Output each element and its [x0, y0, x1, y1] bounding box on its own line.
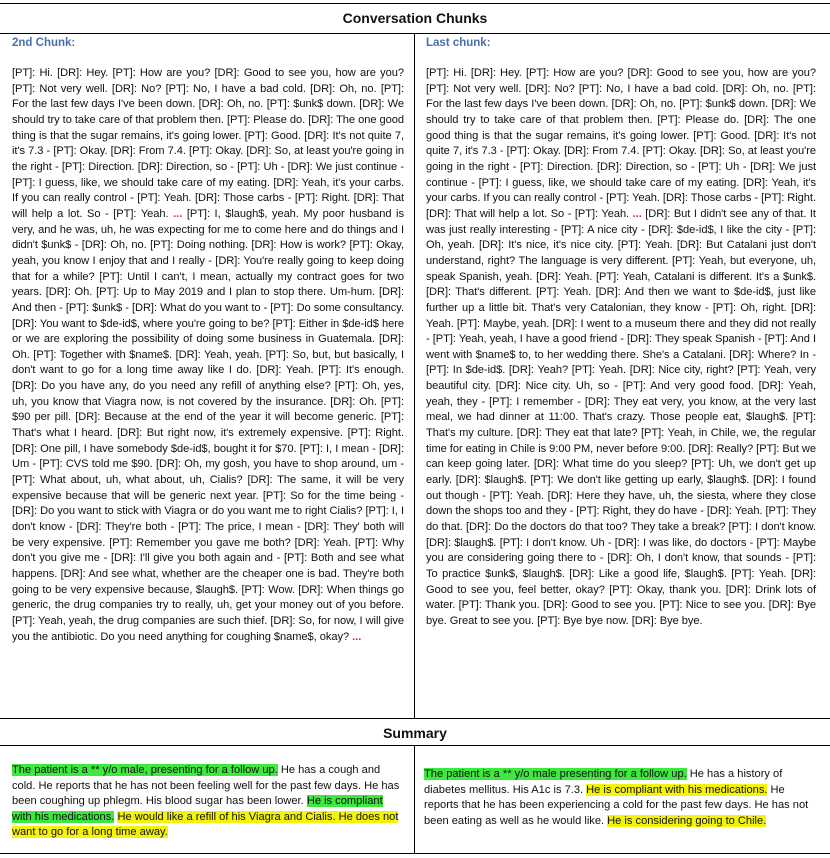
left-summary-highlight-green-2: He is compliant with his medications.	[12, 795, 383, 823]
right-ellipsis-1: ...	[632, 207, 642, 220]
conversation-title: Conversation Chunks	[342, 10, 488, 26]
left-summary-plain-1: He has a cough and cold. He reports that he has not been feeling well for the past few days. He has been coughing up phlegm. His blood sugar has been lower.	[12, 764, 400, 807]
left-ellipsis-2: ...	[352, 630, 362, 643]
left-chunk-heading: 2nd Chunk:	[12, 37, 76, 49]
right-chunk-heading: Last chunk:	[426, 37, 491, 49]
right-summary	[424, 767, 816, 829]
right-summary-highlight-yellow-2: He is considering going to Chile.	[607, 814, 767, 827]
column-divider-bottom	[414, 745, 415, 853]
left-chunk-part-2: [PT]: I, $laugh$, yeah. My poor husband is very, and he was, uh, he was expecting for me to come here and do things and I didn't $unk$ - [DR]: Oh, no. [PT]: Doing nothing. [DR]: How is work? [PT]: Okay, yeah, you know I enjoy that and I really - [DR]: You're really going to keep doing that for a while? [PT]: Until I can't, I mean, actually my contract goes for two years. [DR]: Oh. [PT]: Up to May 2019 and I plan to stop there. Um-hum. [DR]: And then - [PT]: $unk$ - [DR]: What do you want to - [PT]: Do some consultancy. [DR]: You want to $de-id$, where you're going to be? [PT]: Either in $de-id$ here or we are exploring the possibility of doing some business in Guatemala. [DR]: Oh. [PT]: Together with $name$. [DR]: Yeah, yeah. [PT]: So, but, but basically, I don't want to go for a long time away like I do. [DR]: Yeah. [PT]: It's enough. [DR]: Do you have any, do you need any refill of anything else? [PT]: Oh, yes, uh, you know that Viagra now, is not covered by the insurance. [DR]: Oh. [PT]: $90 per pill. [DR]: Because at the end of the year it will become generic. [PT]: That's what I heard. [DR]: But right now, it's extremely expensive. [PT]: Right. [DR]: One pill, I have somebody $de-id$, bought it for $70. [PT]: I, I mean - [DR]: Um - [PT]: CVS told me $90. [DR]: Oh, my gosh, you have to shop around, um - [PT]: What about, uh, what about, uh, Cialis? [DR]: The same, it will be very expensive because that will be generic next year. [PT]: So for the time being - [DR]: Do you want to stick with Viagra or do you want me to right Cialis? [PT]: I, I don't know - [DR]: They're both - [PT]: The price, I mean - [DR]: They' both will be very expensive. [PT]: Remember you gave me both? [DR]: Yeah. [PT]: Why don't you give me - [DR]: I'll give you both again and - [PT]: Both and see what happens. [DR]: And see what, whether are the cheaper one is bad. They're both going to be very expensive because, $laugh$. [PT]: Wow. [DR]: When things go generic, the drug companies try to really, uh, get your money out of you before. [PT]: Yeah, yeah, the drug companies are such thief. [DR]: So, for now, I will give you the antibiotic. Do you need anything for coughing $name$, okay?	[12, 207, 404, 643]
right-chunk-text	[426, 66, 816, 630]
summary-header-rule	[0, 745, 830, 746]
summary-top-rule	[0, 718, 830, 719]
right-summary-highlight-yellow-1: He is compliant with his medications.	[586, 783, 768, 796]
left-summary-highlight-yellow: He would like a refill of his Viagra and Cialis. He does not want to go for a long time away.	[12, 810, 399, 838]
column-divider-top	[414, 33, 415, 718]
left-summary	[12, 763, 404, 841]
left-chunk-part-1: [PT]: Hi. [DR]: Hey. [PT]: How are you? [DR]: Good to see you, how are you? [PT]: Not very well. [DR]: No? [PT]: No, I have a bad cold. [DR]: Oh, no. [PT]: For the last few days I've been down. [DR]: Oh, no. [PT]: $unk$ down. [DR]: We should try to take care of that problem then. [PT]: Please do. [DR]: The one good thing is that the sugar remains, it's going lower. [PT]: Good. [DR]: It's not quite 7, it's 7.3 - [PT]: Okay. [DR]: From 7.4. [PT]: Okay. [DR]: So, at least you're going in the right - [PT]: Direction. [DR]: Direction, so - [PT]: Uh - [DR]: We just continue - [PT]: I guess, like, we should take care of my eating. [DR]: Yeah, it's your carbs. If you can really control - [PT]: Yeah. [DR]: Those carbs - [PT]: Right. [DR]: That will help a lot. So - [PT]: Yeah.	[12, 67, 404, 220]
summary-title: Summary	[383, 725, 447, 741]
right-summary-plain-1: He has a history of diabetes mellitus. His A1c is 7.3.	[424, 768, 783, 796]
right-summary-plain-2: He reports that he has been experiencing a cold for the past few days. He has not been eating as well as he would like.	[424, 783, 809, 827]
right-chunk-part-1: [PT]: Hi. [DR]: Hey. [PT]: How are you? [DR]: Good to see you, how are you? [PT]: Not very well. [DR]: No? [PT]: No, I have a bad cold. [DR]: Oh, no. [PT]: For the last few days I've been down. [DR]: Oh, no. [PT]: $unk$ down. [DR]: We should try to take care of that problem then. [PT]: Please do. [DR]: The one good thing is that the sugar remains, it's going lower. [PT]: Good. [DR]: It's not quite 7, it's 7.3 - [PT]: Okay. [DR]: From 7.4. [PT]: Okay. [DR]: So, at least you're going in the right - [PT]: Direction. [DR]: Direction, so - [PT]: Uh - [DR]: We just continue - [PT]: I guess, like, we should take care of my eating. [DR]: Yeah, it's your carbs. If you can really control - [PT]: Yeah. [DR]: Those carbs - [PT]: Right. [DR]: That will help a lot. So - [PT]: Yeah.	[426, 67, 816, 220]
right-summary-highlight-green-1: The patient is a ** y/o male presenting for a follow up.	[424, 768, 687, 780]
right-chunk-part-2: [DR]: But I didn't see any of that. It was just really interesting - [PT]: A nice city - [DR]: $de-id$, I like the city - [PT]: Oh, yeah. [DR]: It's nice, it's nice city. [PT]: Yeah. [DR]: But Catalani just don't understand, right? The language is very different. [PT]: Yeah, but everyone, uh, speak Spanish, yeah. [DR]: Yeah. [PT]: Yeah, Catalani is different. It's a $unk$. [DR]: That's different. [PT]: Yeah. [DR]: And then we want to $de-id$, just like further up a little bit. That's very Catalonian, they know - [PT]: Oh, right. [DR]: Yeah. [PT]: Maybe, yeah. [DR]: I went to a museum there and they did not really - [PT]: Yeah, yeah, I have a good friend - [DR]: They speak Spanish - [PT]: And I went with $name$ to, to her wedding there. She's a Catalani. [DR]: Where? In - [PT]: In $de-id$. [DR]: Yeah? [PT]: Yeah. [DR]: Nice city, right? [PT]: Yeah, very beautiful city. [DR]: Nice city. Uh, so - [PT]: And very good food. [DR]: Yeah, yeah, they - [PT]: I remember - [DR]: They eat very, you know, at the very last meal, we had dinner at 11:00. That's crazy. Those people eat, $laugh$. [PT]: That's my culture. [DR]: They eat that late? [PT]: Yeah, in Chile, we, the regular time for eating in Chile is 9:00 PM, never before 9:00. [DR]: Really? [PT]: But we can keep going later. [DR]: What time do you sleep? [PT]: Uh, we don't get up early. [DR]: $laugh$. [PT]: We don't like getting up early, $laugh$. [DR]: I found out though - [PT]: Yeah. [DR]: Here they have, uh, the siesta, where they close down the shops too and they - [PT]: Right, they do have - [DR]: Yeah. [PT]: They do that. [DR]: Do the doctors do that too? They take a break? [PT]: I don't know. [DR]: $laugh$. [PT]: I don't know. Uh - [DR]: I was like, do doctors - [PT]: Maybe you are considering going there to - [DR]: Oh, I don't know, that sounds - [PT]: To practice $unk$, $laugh$. [DR]: Like a good life, $laugh$. [PT]: Yeah. [DR]: Good to see you, feel better, okay? [PT]: Okay, thank you. [DR]: Drink lots of water. [PT]: Thank you. [DR]: Good to see you. [PT]: Nice to see you. [DR]: Bye bye. Great to see you. [PT]: Bye bye now. [DR]: Bye bye.	[426, 207, 816, 627]
bottom-rule	[0, 853, 830, 854]
left-summary-highlight-green-1: The patient is a ** y/o male, presenting for a follow up.	[12, 764, 278, 776]
header-rule	[0, 33, 830, 34]
top-rule	[0, 3, 830, 4]
left-ellipsis-1: ...	[173, 207, 183, 220]
left-chunk-text	[12, 66, 404, 645]
